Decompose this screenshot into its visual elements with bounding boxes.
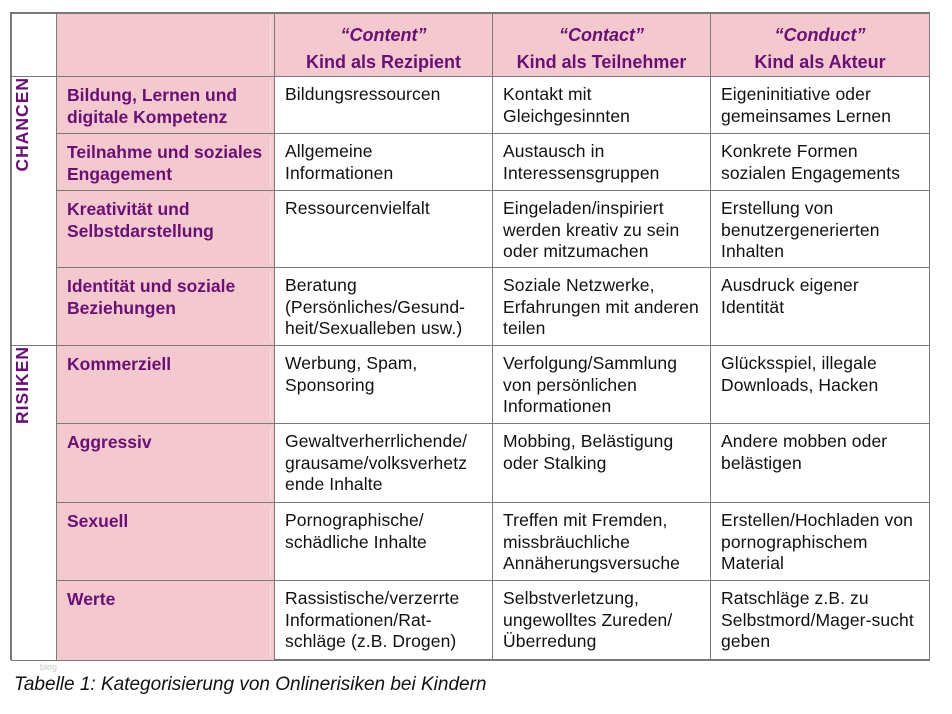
table-row <box>12 134 930 191</box>
cell-text: Soziale Netzwerke, Erfahrungen mit anderen teilen <box>503 275 699 338</box>
table-cell <box>711 268 930 346</box>
table-cell <box>493 424 711 503</box>
row-label-cell <box>57 134 275 191</box>
table-cell <box>493 503 711 581</box>
row-label-cell <box>57 581 275 661</box>
table-cell <box>711 581 930 661</box>
header-row <box>12 14 930 77</box>
table-caption: Tabelle 1: Kategorisierung von Onlinerisiken bei Kindern <box>14 674 487 695</box>
table-cell <box>275 581 493 661</box>
cell-text: Erstellen/Hochladen von pornographischem Material <box>721 510 913 573</box>
corner-cell <box>12 14 57 77</box>
table-row <box>12 191 930 268</box>
table-cell <box>275 134 493 191</box>
column-subtitle: Kind als Teilnehmer <box>516 52 687 72</box>
column-header-content <box>275 14 493 77</box>
row-label-cell <box>57 77 275 134</box>
column-quote: “Content” <box>340 25 427 45</box>
table-row <box>12 503 930 581</box>
row-label-cell <box>57 268 275 346</box>
cell-text: Ressourcenvielfalt <box>285 198 430 218</box>
row-label-cell <box>57 503 275 581</box>
cell-text: Werbung, Spam, Sponsoring <box>285 353 418 395</box>
cell-text: Bildungsressourcen <box>285 84 441 104</box>
table-cell <box>493 134 711 191</box>
group-label-text: RISIKEN <box>12 346 32 424</box>
row-label: Kommerziell <box>67 354 172 374</box>
cell-text: Kontakt mit Gleichgesinnten <box>503 84 630 126</box>
watermark: blog <box>40 662 58 672</box>
table-cell <box>493 191 711 268</box>
table-row <box>12 77 930 134</box>
group-label-chancen <box>12 77 57 346</box>
row-label: Bildung, Lernen und digitale Kompetenz <box>67 85 238 127</box>
table-row <box>12 424 930 503</box>
row-label: Werte <box>67 589 116 609</box>
cell-text: Pornographische/ schädliche Inhalte <box>285 510 427 552</box>
column-header-contact <box>493 14 711 77</box>
row-label: Kreativität und Selbstdarstellung <box>67 199 214 241</box>
table-cell <box>711 346 930 424</box>
table-cell <box>493 581 711 661</box>
table-row <box>12 268 930 346</box>
table-cell <box>711 503 930 581</box>
column-subtitle: Kind als Akteur <box>754 52 886 72</box>
row-label-cell <box>57 346 275 424</box>
table-cell <box>711 424 930 503</box>
table-cell <box>493 268 711 346</box>
table-cell <box>275 191 493 268</box>
row-label: Sexuell <box>67 511 129 531</box>
column-header-conduct <box>711 14 930 77</box>
cell-text: Konkrete Formen sozialen Engagements <box>721 141 901 183</box>
column-subtitle: Kind als Rezipient <box>305 52 462 72</box>
column-quote: “Conduct” <box>774 25 866 45</box>
table-cell <box>275 268 493 346</box>
cell-text: Ratschläge z.B. zu Selbstmord/Mager-sucht geben <box>721 588 914 651</box>
table-cell <box>711 134 930 191</box>
cell-text: Austausch in Interessensgruppen <box>503 141 660 183</box>
cell-text: Allgemeine Informationen <box>285 141 394 183</box>
table-cell <box>711 191 930 268</box>
cell-text: Andere mobben oder belästigen <box>721 431 888 473</box>
table-row <box>12 581 930 661</box>
cell-text: Mobbing, Belästigung oder Stalking <box>503 431 674 473</box>
row-label-cell <box>57 191 275 268</box>
table-cell <box>275 346 493 424</box>
row-label: Teilnahme und soziales Engagement <box>67 142 263 184</box>
group-label-risiken <box>12 346 57 661</box>
column-quote: “Contact” <box>559 25 644 45</box>
table-cell <box>275 503 493 581</box>
cell-text: Erstellung von benutzergenerierten Inhalten <box>721 198 880 261</box>
table-cell <box>493 77 711 134</box>
cell-text: Treffen mit Fremden, missbräuchliche Annäherungsversuche <box>503 510 681 573</box>
row-label-header <box>57 14 275 77</box>
cell-text: Eigeninitiative oder gemeinsames Lernen <box>721 84 892 126</box>
cell-text: Selbstverletzung, ungewolltes Zureden/ Überredung <box>503 588 673 651</box>
cell-text: Rassistische/verzerrte Informationen/Rat-schläge (z.B. Drogen) <box>285 588 460 651</box>
cell-text: Verfolgung/Sammlung von persönlichen Informationen <box>503 353 678 416</box>
cell-text: Gewaltverherrlichende/ grausame/volksverhetz ende Inhalte <box>285 431 468 494</box>
risk-table <box>11 13 930 661</box>
table-cell <box>493 346 711 424</box>
group-label-text: CHANCEN <box>12 77 32 172</box>
cell-text: Ausdruck eigener Identität <box>721 275 859 317</box>
table-cell <box>275 77 493 134</box>
row-label: Identität und soziale Beziehungen <box>67 276 236 318</box>
table-cell <box>711 77 930 134</box>
row-label-cell <box>57 424 275 503</box>
cell-text: Beratung (Persönliches/Gesund-heit/Sexualleben usw.) <box>285 275 466 338</box>
table-row <box>12 346 930 424</box>
row-label: Aggressiv <box>67 432 152 452</box>
table-cell <box>275 424 493 503</box>
cell-text: Glücksspiel, illegale Downloads, Hacken <box>721 353 879 395</box>
cell-text: Eingeladen/inspiriert werden kreativ zu sein oder mitzumachen <box>503 198 680 261</box>
